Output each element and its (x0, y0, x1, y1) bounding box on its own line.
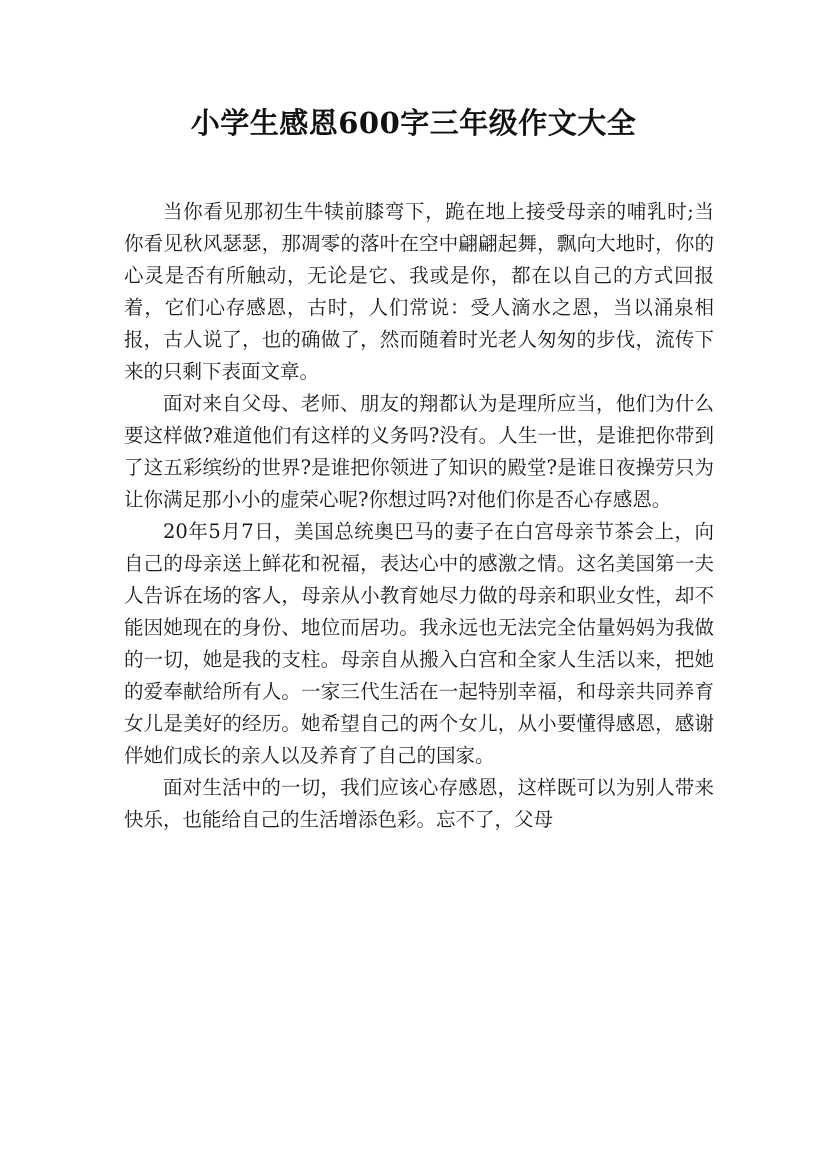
document-title: 小学生感恩600字三年级作文大全 (190, 106, 637, 140)
paragraph: 面对来自父母、老师、朋友的翔都认为是理所应当，他们为什么要这样做?难道他们有这样的义务吗?没有。人生一世，是谁把你带到了这五彩缤纷的世界?是谁把你领进了知识的殿堂?是谁日夜操劳只为让你满足那小小的虚荣心呢?你想过吗?对他们你是否心存感恩。 (124, 392, 714, 511)
document-body (124, 196, 714, 836)
paragraph: 20年5月7日，美国总统奥巴马的妻子在白宫母亲节茶会上，向自己的母亲送上鲜花和祝福，表达心中的感激之情。这名美国第一夫人告诉在场的客人，母亲从小教育她尽力做的母亲和职业女性，却不能因她现在的身份、地位而居功。我永远也无法完全估量妈妈为我做的一切，她是我的支柱。母亲自从搬入白宫和全家人生活以来，把她的爱奉献给所有人。一家三代生活在一起特别幸福，和母亲共同养育女儿是美好的经历。她希望自己的两个女儿，从小要懂得感恩，感谢伴她们成长的亲人以及养育了自己的国家。 (124, 520, 714, 767)
paragraph: 面对生活中的一切，我们应该心存感恩，这样既可以为别人带来快乐，也能给自己的生活增添色彩。忘不了，父母 (124, 776, 714, 831)
paragraph: 当你看见那初生牛犊前膝弯下，跪在地上接受母亲的哺乳时;当你看见秋风瑟瑟，那凋零的落叶在空中翩翩起舞，飘向大地时，你的心灵是否有所触动，无论是它、我或是你，都在以自己的方式回报着，它们心存感恩，古时，人们常说：受人滴水之恩，当以涌泉相报，古人说了，也的确做了，然而随着时光老人匆匆的步伐，流传下来的只剩下表面文章。 (124, 200, 714, 383)
